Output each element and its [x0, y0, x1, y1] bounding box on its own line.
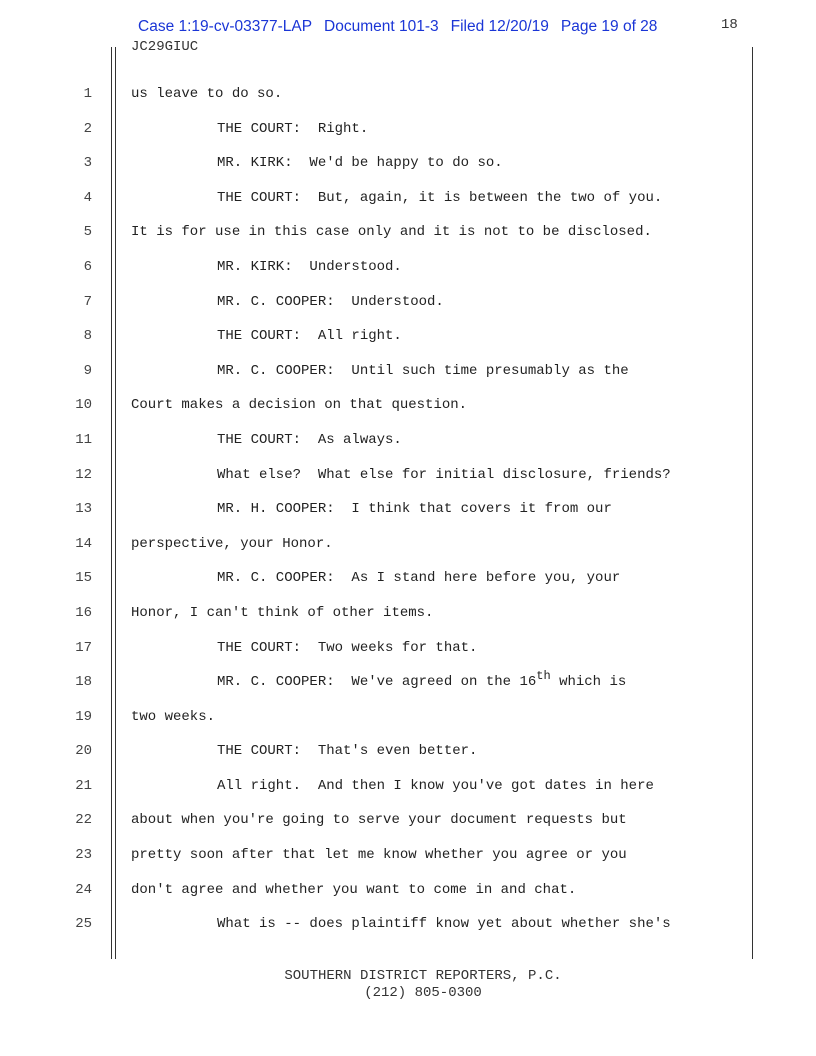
line-number: 4 [83, 189, 92, 206]
line-number: 15 [75, 570, 92, 587]
transcript-line [0, 251, 816, 286]
transcript-line [0, 562, 816, 597]
line-number: 1 [83, 86, 92, 102]
case-header [138, 18, 669, 36]
line-text-main: THE COURT: As always. [217, 431, 402, 448]
line-text [131, 86, 282, 102]
line-text [131, 709, 215, 725]
line-text-main: pretty soon after that let me know whether you agree or you [131, 847, 627, 864]
line-text-main: MR. C. COOPER: As I stand here before you, your [217, 570, 621, 587]
transcript-line [0, 701, 816, 736]
line-number: 6 [83, 258, 92, 275]
transcript-line [0, 147, 816, 182]
line-text [131, 224, 652, 240]
line-text [131, 669, 627, 691]
line-text-main: THE COURT: But, again, it is between the two of you. [217, 189, 663, 206]
case-number: Case 1:19-cv-03377-LAP [138, 18, 313, 35]
line-text-main: THE COURT: Right. [217, 120, 369, 137]
line-text [131, 882, 576, 898]
line-number: 23 [75, 847, 92, 864]
line-number: 13 [75, 501, 92, 518]
line-text [131, 501, 612, 517]
line-text-main: Court makes a decision on that question. [131, 397, 468, 414]
line-text-main: THE COURT: All right. [217, 328, 402, 345]
transcript-line [0, 666, 816, 701]
line-number: 14 [75, 535, 92, 552]
reporter-phone: (212) 805-0300 [364, 985, 482, 1001]
line-text-continued: which is [550, 674, 627, 691]
line-number: 11 [75, 431, 92, 448]
transcript-lines [0, 78, 816, 943]
transcript-line [0, 908, 816, 943]
line-number: 7 [83, 293, 92, 310]
line-text-main: MR. KIRK: Understood. [217, 258, 402, 275]
line-number: 16 [75, 604, 92, 621]
line-text [131, 536, 333, 552]
line-number: 5 [83, 224, 92, 241]
line-number: 24 [75, 881, 92, 898]
line-text [131, 778, 654, 794]
transcript-line [0, 286, 816, 321]
line-text-main: MR. H. COOPER: I think that covers it from our [217, 501, 612, 518]
transcript-line [0, 528, 816, 563]
filed-date: Filed 12/20/19 [450, 18, 549, 35]
line-number: 9 [83, 362, 92, 379]
transcript-page-number: 18 [721, 17, 738, 33]
line-text [131, 155, 503, 171]
line-number: 19 [75, 708, 92, 725]
transcript-line [0, 424, 816, 459]
line-text [131, 570, 620, 586]
line-text-main: perspective, your Honor. [131, 535, 333, 552]
transcript-line [0, 597, 816, 632]
transcript-line [0, 804, 816, 839]
transcript-doc-id: JC29GIUC [131, 39, 199, 55]
line-text [131, 812, 627, 828]
line-number: 10 [75, 397, 92, 414]
line-text-main: MR. C. COOPER: Understood. [217, 293, 444, 310]
line-text [131, 467, 671, 483]
transcript-line [0, 632, 816, 667]
line-text-main: It is for use in this case only and it is not to be disclosed. [131, 224, 652, 241]
line-text-main: MR. KIRK: We'd be happy to do so. [217, 155, 503, 172]
line-text-main: THE COURT: That's even better. [217, 743, 478, 760]
line-text [131, 363, 629, 379]
line-number: 3 [83, 155, 92, 172]
line-text [131, 743, 477, 759]
line-text-main: All right. And then I know you've got dates in here [217, 777, 654, 794]
ordinal-superscript: th [536, 669, 551, 684]
line-text-main: about when you're going to serve your document requests but [131, 812, 627, 829]
line-text [131, 397, 467, 413]
document-number: Document 101-3 [324, 18, 439, 35]
line-text [131, 432, 402, 448]
line-text-main: us leave to do so. [131, 86, 283, 102]
transcript-line [0, 216, 816, 251]
line-text [131, 605, 433, 621]
line-text [131, 916, 671, 932]
line-text [131, 190, 662, 206]
transcript-line [0, 182, 816, 217]
page-of-total: Page 19 of 28 [560, 18, 658, 35]
line-text-main: MR. C. COOPER: Until such time presumably as the [217, 362, 629, 379]
line-text [131, 294, 444, 310]
transcript-line [0, 78, 816, 113]
line-text-main: What is -- does plaintiff know yet about whether she's [217, 916, 671, 933]
line-text-main: What else? What else for initial disclosure, friends? [217, 466, 671, 483]
line-text-main: THE COURT: Two weeks for that. [217, 639, 478, 656]
transcript-line [0, 770, 816, 805]
line-text-main: two weeks. [131, 708, 216, 725]
line-number: 12 [75, 466, 92, 483]
transcript-line [0, 389, 816, 424]
transcript-line [0, 355, 816, 390]
line-number: 2 [83, 120, 92, 137]
reporter-footer [0, 968, 816, 1002]
line-number: 18 [75, 674, 92, 691]
line-number: 22 [75, 812, 92, 829]
transcript-line [0, 735, 816, 770]
line-text [131, 640, 477, 656]
transcript-line [0, 839, 816, 874]
line-text [131, 121, 368, 137]
line-number: 8 [83, 328, 92, 345]
line-number: 17 [75, 639, 92, 656]
reporter-name: SOUTHERN DISTRICT REPORTERS, P.C. [284, 968, 562, 984]
transcript-line [0, 874, 816, 909]
line-text-main: MR. C. COOPER: We've agreed on the 16 [217, 674, 537, 691]
transcript-line [0, 493, 816, 528]
line-number: 20 [75, 743, 92, 760]
line-text [131, 259, 402, 275]
line-number: 25 [75, 916, 92, 933]
transcript-line [0, 113, 816, 148]
line-text-main: Honor, I can't think of other items. [131, 604, 434, 621]
line-text-main: don't agree and whether you want to come in and chat. [131, 881, 577, 898]
line-text [131, 328, 402, 344]
line-text [131, 847, 627, 863]
line-number: 21 [75, 777, 92, 794]
transcript-line [0, 320, 816, 355]
transcript-line [0, 459, 816, 494]
